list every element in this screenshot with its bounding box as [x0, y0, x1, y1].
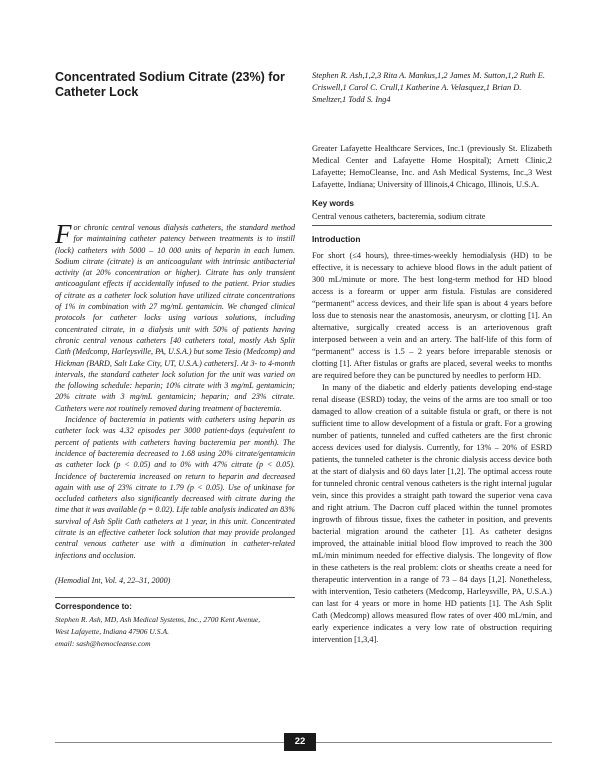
correspondence-line-1: Stephen R. Ash, MD, Ash Medical Systems, Inc., 2700 Kent Avenue,: [55, 615, 261, 624]
article-title: Concentrated Sodium Citrate (23%) for Catheter Lock: [55, 70, 285, 99]
footer-rule-right: [316, 742, 552, 743]
introduction-paragraph-2: In many of the diabetic and elderly patients developing end-stage renal disease (ESRD) today, the veins of the arms are too small or too damaged to allow creation of a suitable fistula or graft, or there is not sufficient time to allow development of a fistula or graft. For a growing number of patients, tunneled and cuffed catheters are the first chronic access devices used for dialysis. Currently, for 13% – 20% of ESRD patients, the tunneled catheter is the chronic dialysis access device both at the start of dialysis and 60 days later [1,2]. The optimal access route for tunneled chronic central venous catheters is the right internal jugular vein, since this provides a straight path toward the superior vena cava and right atrium. The Dacron cuff placed within the tunnel promotes ingrowth of fibrous tissue, fixes the catheter in position, and prevents bacterial migration around the catheter [1]. As catheter designs improved, the attainable initial blood flow improved to reach the 300 mL/min minimum needed for effective dialysis. The longevity of flow in these catheters is the real problem: clots or sheaths create a need for therapeutic intervention in a range of 73 – 84 days [1,2]. Nonetheless, with intervention, Tesio catheters (Medcomp, Harleysville, PA, U.S.A.) can last for 4 years or more in home HD patients [1]. The Ash Split Cath (Medcomp) allows measured flow rates of over 400 mL/min, and early experience indicates a very low rate of obstruction requiring intervention [1,3,4].: [312, 383, 552, 644]
correspondence-heading: Correspondence to:: [55, 602, 132, 611]
journal-citation: (Hemodial Int, Vol. 4, 22–31, 2000): [55, 576, 171, 585]
abstract-text-1: or chronic central venous dialysis catheters, the standard method for maintaining catheter patency between treatments is to instill (lock) catheters with 5000 – 10 000 units of heparin in each lumen. Sodium citrate (citrate) is an anticoagulant with intrinsic antibacterial activity (at 20% concentration or higher). Citrate has only transient anticoagulant effects if accidentally infused to the patient. Prior studies of citrate as a catheter lock solution have utilized citrate concentrations of 1% in combination with 27 mg/mL gentamicin. We changed clinical protocols for catheter locks using various solutions, including concentrated citrate, in a dialysis unit with 50% of patients having chronic central venous catheters [40 catheters total, mostly Ash Split Cath (Medcomp, Harleysville, PA, U.S.A.) but some Tesio (Medcomp) and Hickman (BARD, Salt Lake City, UT, U.S.A.) catheters]. At 3- to 4-month intervals, the standard catheter lock solution for the unit was varied on the following schedule: heparin; 10% citrate with 3 mg/mL gentamicin; 20% citrate with 3 mg/mL gentamicin; heparin; and 23% citrate. Catheters were not routinely removed during treatment of bacteremia.: [55, 223, 295, 413]
abstract-paragraph-1: [55, 219, 295, 414]
page-number: 22: [284, 733, 316, 751]
abstract-paragraph-2: Incidence of bacteremia in patients with catheters using heparin as catheter lock was 4.32 episodes per 3000 patient-days (equivalent to percent of patients with catheters having bacteremia per month). The incidence of bacteremia decreased to 1.68 using 20% citrate/gentamicin as catheter lock (p < 0.05) and to 0% with 47% citrate (p < 0.05). Incidence of bacteremia increased on return to heparin and decreased again with use of 23% citrate to 1.79 (p < 0.05). Use of unkinase for occluded catheters also significantly decreased with citrate during the time that it was available (p = 0.02). Life table analysis indicated an 83% survival of Ash Split Cath catheters at 1 year, in this unit. Concentrated citrate is an effective catheter lock solution that may provide prolonged central venous catheter use with a diminution in catheter-related infections and occlusion.: [55, 415, 295, 560]
drop-cap: F: [55, 219, 72, 249]
author-list: Stephen R. Ash,1,2,3 Rita A. Mankus,1,2 James M. Sutton,1,2 Ruth E. Criswell,1 Carol C. Crull,1 Katherine A. Velasquez,1 Brian D. Smeltzer,1 Todd S. Ing4: [312, 71, 545, 104]
footer-rule-left: [55, 742, 284, 743]
correspondence-divider: [55, 597, 295, 598]
correspondence-email: email: sash@hemocleanse.com: [55, 639, 151, 648]
abstract: [55, 219, 295, 561]
keywords-divider: [312, 225, 552, 226]
affiliations: Greater Lafayette Healthcare Services, Inc.1 (previously St. Elizabeth Medical Center and Lafayette Home Hospital); Arnett Clinic,2 Lafayette; HemoCleanse, Inc. and Ash Medical Systems, Inc.,3 West Lafayette, Indiana; University of Illinois,4 Chicago, Illinois, U.S.A.: [312, 144, 552, 189]
introduction-paragraph-1: For short (≤4 hours), three-times-weekly hemodialysis (HD) to be effective, it is necessary to achieve blood flows in the adult patient of 300 mL/minute or more. The best long-term method for HD blood access is a forearm or upper arm fistula. Fistulas are considered “permanent” access devices, and their life span is about 4 years before loss due to stenosis near the anastomosis, aneurysm, or clotting [1]. An alternative, surgically created access is an arteriovenous graft interposed between a vein and an artery. The half-life of this form of “permanent” access is 1.5 – 2 years before irreparable stenosis or clotting [1]. After fistulas or grafts are placed, several weeks to months are required before they can be punctured by needles to perform HD.: [312, 251, 552, 380]
correspondence-address: [55, 614, 295, 650]
keywords-text: Central venous catheters, bacteremia, sodium citrate: [312, 212, 486, 221]
keywords-heading: Key words: [312, 198, 354, 208]
introduction-body: [312, 250, 552, 646]
introduction-heading: Introduction: [312, 234, 361, 244]
correspondence-line-2: West Lafayette, Indiana 47906 U.S.A.: [55, 627, 170, 636]
